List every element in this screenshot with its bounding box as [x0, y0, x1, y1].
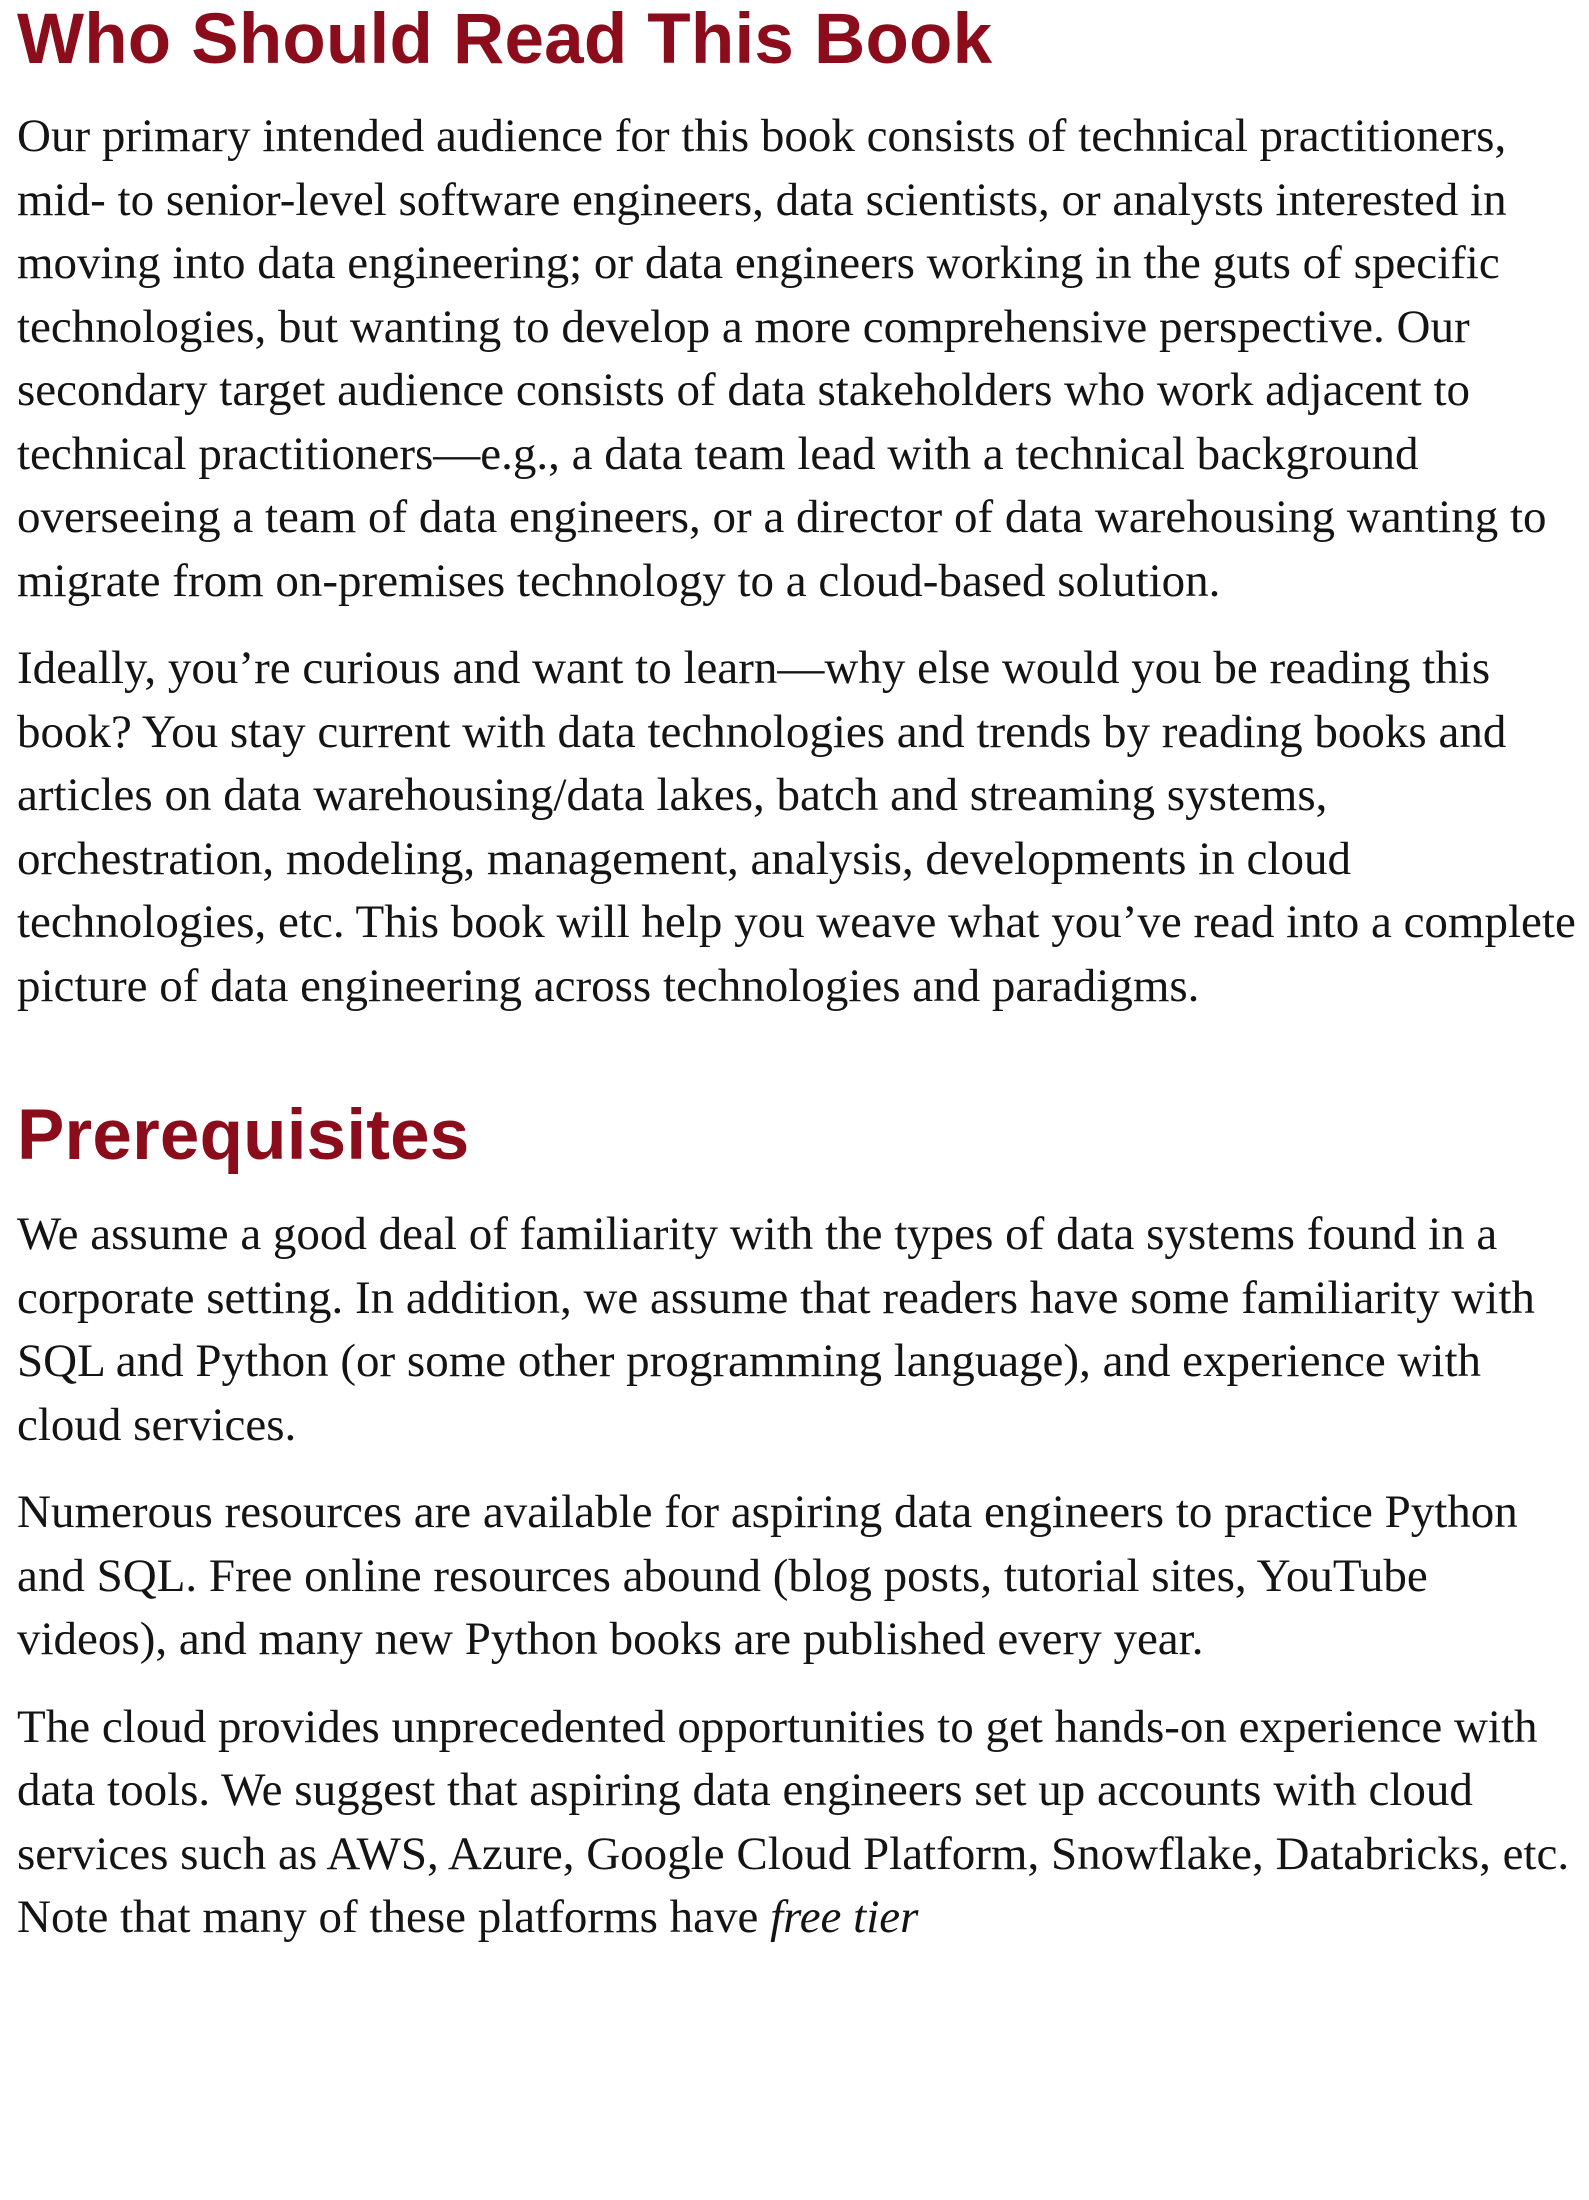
paragraph-audience: Our primary intended audience for this book consists of technical practitioners, mid- to senior-level software engineers, data scientists, or analysts interested in moving into data engineering; or data engineers working in the guts of specific technologies, but wanting to develop a more comprehensive perspective. Our secondary target audience consists of data stakeholders who work adjacent to technical practitioners—e.g., a data team lead with a technical background overseeing a team of data engineers, or a director of data warehousing wanting to migrate from on-premises technology to a cloud-based solution.: [17, 110, 1547, 607]
paragraph-cloud-text: The cloud provides unprecedented opportunities to get hands-on experience with data tools. We suggest that aspiring data engineers set up accounts with cloud services such as AWS, Azure, Google Cloud Platform, Snowflake, Databricks, etc. Note that many of these platforms have: [17, 1700, 1570, 1943]
paragraph-curious: Ideally, you’re curious and want to learn—why else would you be reading this book? You stay current with data technologies and trends by reading books and articles on data warehousing/data lakes, batch and streaming systems, orchestration, modeling, management, analysis, developments in cloud technologies, etc. This book will help you weave what you’ve read into a complete picture of data engineering across technologies and paradigms.: [17, 642, 1576, 1012]
paragraph-familiarity: We assume a good deal of familiarity with the types of data systems found in a corporate setting. In addition, we assume that readers have some familiarity with SQL and Python (or some other programming language), and experience with cloud services.: [17, 1208, 1535, 1451]
section-heading-who-should-read: Who Should Read This Book: [17, 0, 993, 79]
paragraph-cloud: [17, 1696, 1582, 1950]
section-heading-prerequisites: Prerequisites: [17, 1096, 470, 1175]
document-page: [17, 0, 1582, 1950]
paragraph-resources: Numerous resources are available for aspiring data engineers to practice Python and SQL. Free online resources abound (blog posts, tutorial sites, YouTube videos), and many new Python books are published every year.: [17, 1486, 1518, 1665]
paragraph-cloud-emphasis: free tier: [770, 1891, 919, 1943]
